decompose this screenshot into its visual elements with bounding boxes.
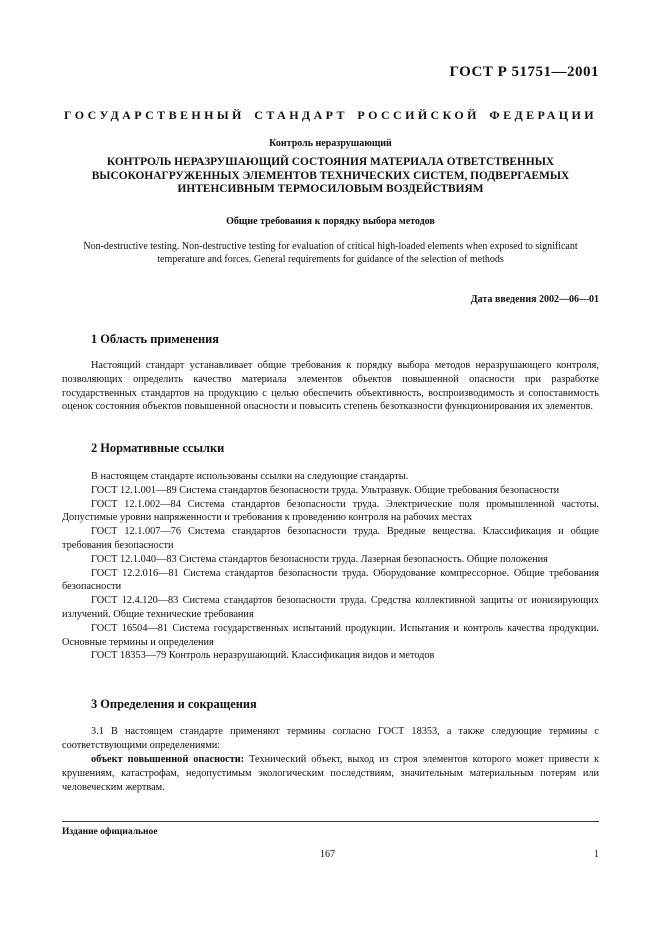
normative-references xyxy=(62,470,599,663)
page-number: 167 xyxy=(320,849,335,860)
reference-item: ГОСТ 12.2.016—81 Система стандартов безопасности труда. Оборудование компрессорное. Общие требования безопасности xyxy=(62,567,599,593)
section-3-paragraph: 3.1 В настоящем стандарте применяют термины согласно ГОСТ 18353, а также следующие термины с соответствующими определениями: xyxy=(62,726,599,751)
reference-item: ГОСТ 12.4.120—83 Система стандартов безопасности труда. Средства коллективной защиты от ионизирующих излучений. Общие технические требования xyxy=(62,595,599,620)
term-definition: Технический объект, выход из строя элементов которого может привести к крушениям, катастрофам, недопустимым экологическим последствиям, значительным материальным потерям или человеческим жертвам. xyxy=(62,754,599,793)
definition-paragraph xyxy=(62,753,599,794)
official-edition-label: Издание официальное xyxy=(62,827,158,837)
defined-term: объект повышенной опасности: xyxy=(91,754,245,765)
state-standard-banner: ГОСУДАРСТВЕННЫЙ СТАНДАРТ РОССИЙСКОЙ ФЕДЕРАЦИИ xyxy=(64,108,597,122)
section-1-text: Настоящий стандарт устанавливает общие требования к порядку выбора методов неразрушающего контроля, позволяющих определить качество материала элементов объектов повышенной опасности при разработке государственных стандартов на продукцию с целью обеспечить объективность, воспроизводимость и сопоставимость оценок состояния объектов повышенной опасности и повысить степень безотказности функционирования их элементов. xyxy=(62,360,599,413)
subject-line: Контроль неразрушающий xyxy=(269,138,392,149)
section-3-heading: 3 Определения и сокращения xyxy=(91,697,257,711)
section-2-heading: 2 Нормативные ссылки xyxy=(91,441,225,455)
reference-item: ГОСТ 18353—79 Контроль неразрушающий. Классификация видов и методов xyxy=(91,650,435,662)
reference-item: ГОСТ 16504—81 Система государственных испытаний продукции. Испытания и контроль качества продукции. Основные термины и определения xyxy=(62,622,599,648)
document-number: ГОСТ Р 51751—2001 xyxy=(449,64,599,80)
reference-item: ГОСТ 12.1.001—89 Система стандартов безопасности труда. Ультразвук. Общие требования безопасности xyxy=(91,484,560,496)
introduction-date: Дата введения 2002—06—01 xyxy=(470,294,599,305)
footer-divider xyxy=(62,821,599,822)
section-1-heading: 1 Область применения xyxy=(91,332,219,346)
sheet-number: 1 xyxy=(594,849,599,860)
reference-item: ГОСТ 12.1.002—84 Система стандартов безопасности труда. Электрические поля промышленной частоты. Допустимые уровни напряженности и требования к проведению контроля на рабочих местах xyxy=(62,498,599,524)
document-title: КОНТРОЛЬ НЕРАЗРУШАЮЩИЙ СОСТОЯНИЯ МАТЕРИАЛА ОТВЕТСТВЕННЫХ ВЫСОКОНАГРУЖЕННЫХ ЭЛЕМЕНТОВ ТЕХНИЧЕСКИХ СИСТЕМ, ПОДВЕРГАЕМЫХ ИНТЕНСИВНЫМ ТЕРМОСИЛОВЫМ ВОЗДЕЙСТВИЯМ xyxy=(91,156,570,195)
reference-item: ГОСТ 12.1.040—83 Система стандартов безопасности труда. Лазерная безопасность. Общие положения xyxy=(91,553,548,565)
reference-item: ГОСТ 12.1.007—76 Система стандартов безопасности труда. Вредные вещества. Классификация и общие требования безопасности xyxy=(62,526,599,551)
references-intro: В настоящем стандарте использованы ссылки на следующие стандарты. xyxy=(91,471,409,482)
document-subtitle: Общие требования к порядку выбора методов xyxy=(226,216,435,227)
english-title: Non-destructive testing. Non-destructive testing for evaluation of critical high-loaded elements when exposed to significant temperature and forces. General requirements for guidance of the selection of methods xyxy=(83,241,578,265)
